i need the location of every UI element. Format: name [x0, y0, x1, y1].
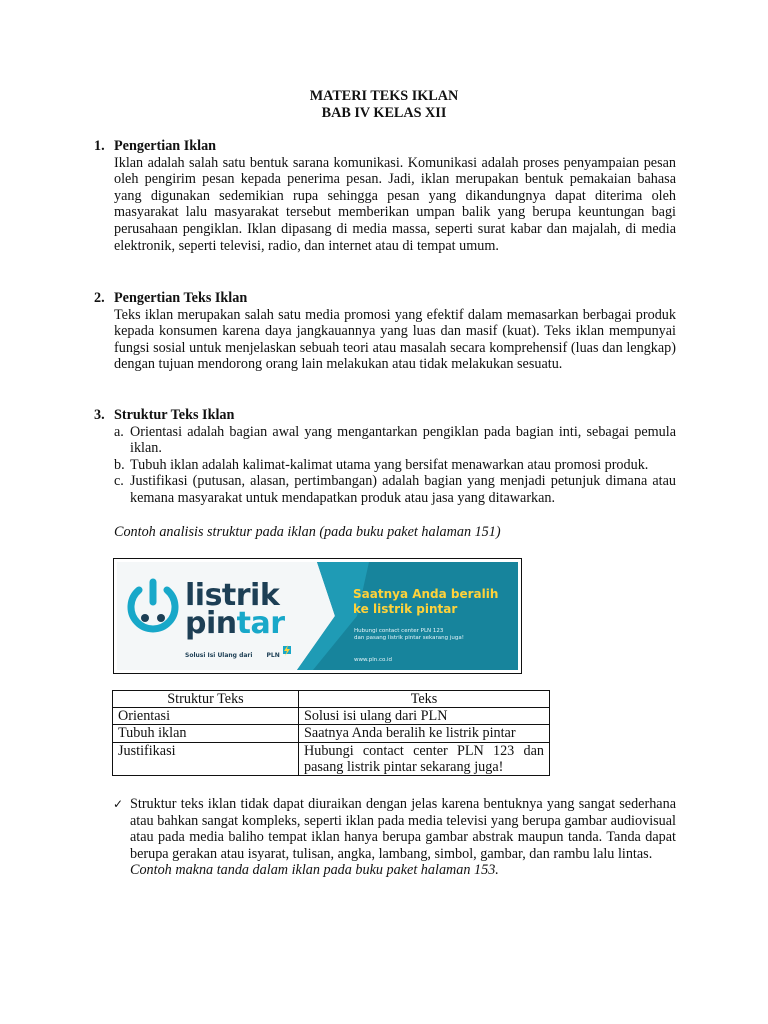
list-item-text: Orientasi adalah bagian awal yang mengantarkan pengiklan pada bagian inti, sebagai pemula iklan.	[130, 423, 676, 457]
ad-brand-line-2	[185, 606, 285, 641]
list-item	[114, 457, 676, 474]
note-block	[113, 796, 676, 879]
table-header-row	[113, 691, 550, 708]
list-item-text: Justifikasi (putusan, alasan, pertimbangan) adalah bagian yang menjadi petunjuk dimana atau kemana masyarakat untuk mendapatkan produk atau jasa yang ditawarkan.	[130, 473, 676, 506]
section-pengertian-iklan	[94, 138, 676, 254]
section-number: 2.	[94, 290, 105, 306]
ad-image-frame	[113, 558, 522, 674]
list-item-key: c.	[114, 473, 124, 490]
table-row	[113, 725, 550, 742]
table-header-cell: Teks	[299, 691, 550, 708]
section-pengertian-teks-iklan	[94, 290, 676, 373]
section-number: 1.	[94, 138, 105, 154]
table-cell: Saatnya Anda beralih ke listrik pintar	[299, 725, 550, 742]
table-cell: Tubuh iklan	[113, 725, 299, 742]
section-paragraph: Teks iklan merupakan salah satu media promosi yang efektif dalam memasarkan berbagai produk kepada konsumen karena daya jangkauannya yang luas dan masif (kuat). Teks iklan mempunyai fungsi sosial untuk menjelaskan sebuah teori atau masalah secara komprehensif (luas dan lengkap) dengan tujuan mendorong orang lain melakukan atau tidak melakukan sesuatu.	[114, 306, 676, 373]
ad-subline: Solusi Isi Ulang dari PLN	[185, 652, 280, 659]
ad-brand-part-2: tar	[236, 606, 285, 641]
section-paragraph: Iklan adalah salah satu bentuk sarana komunikasi. Komunikasi adalah proses penyampaian pesan oleh pengirim pesan kepada penerima pesan. Jadi, iklan merupakan bentuk pemakaian bahasa yang digunakan sedemikian rupa sehingga pesan yang dikandungnya dapat diterima oleh masyarakat lalu masyarakat tersebut memberikan umpan balik yang berupa keuntungan bagi perusahaan pengiklan. Iklan dipasang di media massa, seperti surat kabar dan majalah, di media elektronik, seperti televisi, radio, dan internet atau di tempat umum.	[114, 154, 676, 254]
ad-banner	[117, 562, 518, 670]
ad-headline	[353, 587, 498, 617]
table-header-cell: Struktur Teks	[113, 691, 299, 708]
ad-small-line-2: dan pasang listrik pintar sekarang juga!	[354, 635, 464, 641]
ad-power-icon	[131, 582, 175, 629]
ad-headline-line-1: Saatnya Anda beralih	[353, 587, 499, 601]
table-cell: Orientasi	[113, 708, 299, 725]
section-struktur-teks-iklan	[94, 407, 676, 540]
ad-small-line-1: Hubungi contact center PLN 123	[354, 628, 444, 634]
table-row	[113, 708, 550, 725]
table-row	[113, 742, 550, 775]
section-heading	[94, 138, 676, 155]
section-heading	[94, 407, 676, 424]
checkmark-icon: ✓	[113, 797, 124, 811]
note-caption: Contoh makna tanda dalam iklan pada buku paket halaman 153.	[130, 862, 499, 879]
section-number: 3.	[94, 407, 105, 423]
list-item-key: a.	[114, 423, 124, 440]
list-item	[114, 473, 676, 506]
section-title: Pengertian Iklan	[114, 138, 217, 154]
document-title	[0, 88, 768, 121]
table-cell: Justifikasi	[113, 742, 299, 775]
ad-brand-line-1: listrik	[185, 578, 280, 613]
structure-table	[112, 690, 550, 776]
section-title: Struktur Teks Iklan	[114, 407, 235, 423]
example-caption: Contoh analisis struktur pada iklan (pada buku paket halaman 151)	[114, 523, 501, 540]
ad-url: www.pln.co.id	[354, 657, 393, 663]
ad-brand-part-1: pin	[185, 606, 237, 641]
ad-pln-label: PLN	[266, 652, 280, 659]
list-item-key: b.	[114, 456, 125, 473]
section-title: Pengertian Teks Iklan	[114, 290, 248, 306]
table-cell: Hubungi contact center PLN 123 dan pasang listrik pintar sekarang juga!	[299, 742, 550, 775]
title-line-1: MATERI TEKS IKLAN	[309, 88, 459, 104]
section-heading	[94, 290, 676, 307]
list-item-text: Tubuh iklan adalah kalimat-kalimat utama yang bersifat menawarkan atau promosi produk.	[130, 456, 649, 473]
ad-headline-line-2: ke listrik pintar	[353, 602, 458, 616]
list-item	[114, 424, 676, 457]
pln-logo-icon	[283, 645, 291, 656]
title-line-2: BAB IV KELAS XII	[321, 104, 447, 121]
note-text: Struktur teks iklan tidak dapat diuraikan dengan jelas karena bentuknya yang sangat sederhana atau bahkan sangat kompleks, seperti iklan pada media televisi yang berupa gambar audiovisual atau pada media baliho tempat iklan hanya berupa gambar abstrak maupun tanda. Tanda dapat berupa gerakan atau isyarat, tulisan, angka, lambang, simbol, gambar, dan rambu lalu lintas.	[130, 796, 676, 862]
ad-small-text	[354, 628, 464, 642]
table-cell: Solusi isi ulang dari PLN	[299, 708, 550, 725]
